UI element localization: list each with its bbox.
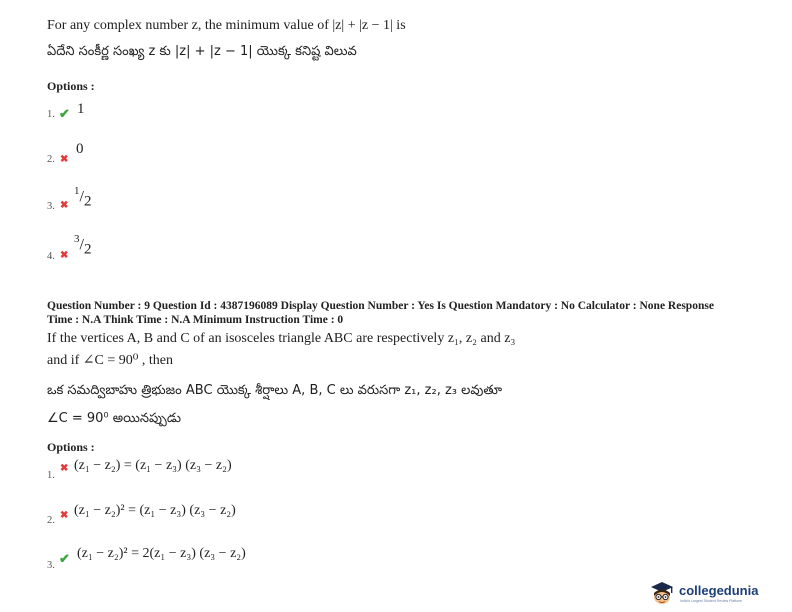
q9-options-label: Options : [47, 440, 95, 454]
q9-option-1-value: (z₁ − z₂) = (z₁ − z₃) (z₃ − z₂) [74, 458, 232, 473]
logo-tagline: India's Largest Student Review Platform [680, 599, 743, 603]
fraction-denominator: 2 [83, 193, 92, 210]
graduate-mascot-icon [649, 580, 675, 606]
q8-options-label: Options : [47, 79, 95, 93]
incorrect-cross-icon: ✖ [60, 510, 69, 521]
q8-option-1-number: 1. [47, 109, 55, 120]
q8-option-2-number: 2. [47, 154, 55, 165]
fraction-denominator: 2 [83, 241, 92, 258]
q8-text-en: For any complex number z, the minimum value of |z| + |z − 1| is [47, 18, 406, 33]
q9-meta-line-2: Time : N.A Think Time : N.A Minimum Instruction Time : 0 [47, 314, 344, 326]
q9-text-te-line-1: ఒక సమద్విబాహు త్రిభుజం ABC యొక్క శీర్షాలు A, B, C లు వరుసగా z₁, z₂, z₃ లవుతూ [47, 383, 503, 398]
q8-option-4-number: 4. [47, 251, 55, 262]
q9-text-te-line-2: ∠C = 90⁰ అయినప్పుడు [47, 411, 181, 426]
q9-text-en-line-2: and if ∠C = 90⁰ , then [47, 353, 173, 368]
q8-option-4-fraction: $^3/_2$ [74, 233, 92, 258]
q8-option-3-number: 3. [47, 201, 55, 212]
q9-option-2-number: 2. [47, 515, 55, 526]
q8-option-1-value: 1 [77, 101, 85, 117]
incorrect-cross-icon: ✖ [60, 250, 69, 261]
q8-option-2-value: 0 [76, 141, 84, 157]
q9-option-1-number: 1. [47, 470, 55, 481]
incorrect-cross-icon: ✖ [60, 154, 69, 165]
fraction-numerator: 1 [74, 185, 80, 197]
fraction-numerator: 3 [74, 233, 80, 245]
q9-text-en-line-1: If the vertices A, B and C of an isosceles triangle ABC are respectively z₁, z₂ and z₃ [47, 331, 516, 346]
collegedunia-logo [649, 578, 789, 608]
q9-option-2-value: (z₁ − z₂)² = (z₁ − z₃) (z₃ − z₂) [74, 503, 236, 518]
incorrect-cross-icon: ✖ [60, 200, 69, 211]
q8-text-te: ఏదేని సంకీర్ణ సంఖ్య z కు |z| + |z − 1| యొక్క కనిష్ట విలువ [47, 44, 357, 59]
q9-meta-line-1: Question Number : 9 Question Id : 4387196089 Display Question Number : Yes Is Question Mandatory : No Calculator : None Response [47, 300, 714, 312]
incorrect-cross-icon: ✖ [60, 463, 69, 474]
correct-check-icon: ✔ [59, 106, 70, 121]
q8-option-3-fraction: $^1/_2$ [74, 185, 92, 210]
logo-wordmark: collegedunia [679, 583, 759, 598]
correct-check-icon: ✔ [59, 551, 70, 566]
q9-option-3-value: (z₁ − z₂)² = 2(z₁ − z₃) (z₃ − z₂) [77, 546, 246, 561]
q9-option-3-number: 3. [47, 560, 55, 571]
